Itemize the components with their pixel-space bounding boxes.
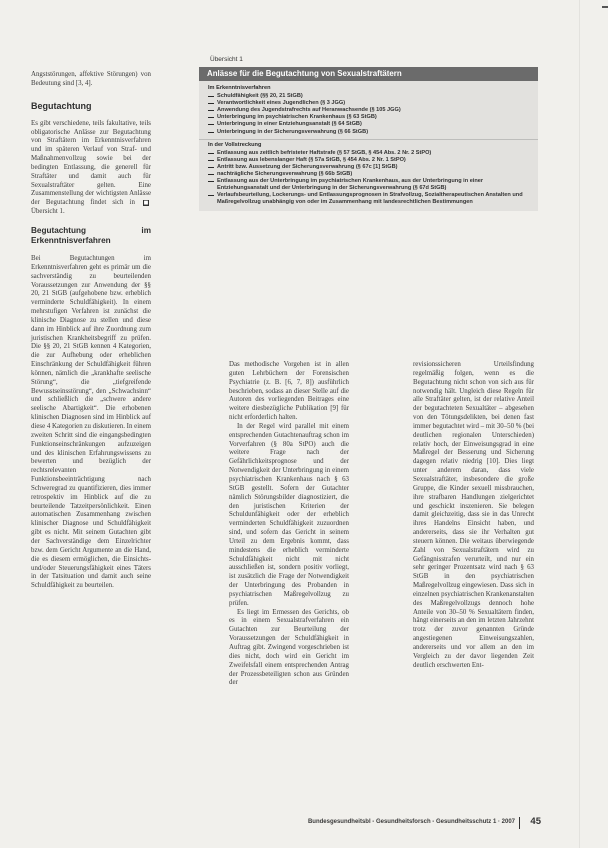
overview-box [199, 55, 538, 211]
dash-bullet-icon [208, 160, 214, 161]
heading-begutachtung: Begutachtung [31, 100, 92, 111]
overview-reference: Übersicht 1. [31, 208, 65, 216]
page-corner-mark [602, 6, 608, 8]
heading-erkenntnisverfahren: Begutachtung im Erkenntnisverfahren [31, 225, 151, 245]
overview-body [199, 81, 538, 211]
list-item: Anwendung des Jugendstrafrechts auf Heranwachsende (§ 105 JGG) [208, 107, 532, 114]
list-item: Verlaufsbeurteilung, Lockerungs- und Entlassungsprognosen in Strafvollzug, Sozialtherapeutischen Anstalten und Maßregelvollzug unabhängig von oder im Zusammenhang mit landesrechtlichen Bestimmungen [208, 192, 532, 206]
intro-text: Angststörungen, affektive Störungen) von Bedeutung sind [3, 4]. [31, 71, 151, 87]
dash-bullet-icon [208, 167, 214, 168]
paragraph-begutachtung-text: Es gibt verschiedene, teils fakultative, teils obligatorische Anlässe zur Begutachtung von Straftätern im Erkenntnisverfahren und im späteren Verlauf von Straf- und Maßnahmenvollzug sowie bei der bedingten Entlassung, die generell für Straftäter und damit auch für Sexualstraftäter gelten. Eine Zusammenstellung der wichtigsten Anlässe der Begutachtung findet sich in [31, 119, 151, 207]
list-item: Entlassung aus lebenslanger Haft (§ 57a StGB, § 454 Abs. 2 Nr. 1 StPO) [208, 157, 532, 164]
column-right [413, 361, 534, 671]
list-item: Unterbringung in einer Entziehungsanstalt (§ 64 StGB) [208, 121, 532, 128]
page-number: 45 [530, 816, 541, 827]
dash-bullet-icon [208, 124, 214, 125]
dash-bullet-icon [208, 153, 214, 154]
dash-bullet-icon [208, 103, 214, 104]
section-divider [199, 139, 538, 140]
list-item: Entlassung aus zeitlich befristeter Haftstrafe (§ 57 StGB, § 454 Abs. 2 Nr. 2 StPO) [208, 150, 532, 157]
journal-citation: Bundesgesundheitsbl - Gesundheitsforsch - Gesundheitsschutz 1 · 2007 [307, 819, 515, 825]
section-heading: Im Erkenntnisverfahren [208, 85, 271, 91]
dash-bullet-icon [208, 110, 214, 111]
list-item: Schuldfähigkeit (§§ 20, 21 StGB) [208, 93, 532, 100]
list-item: nachträgliche Sicherungsverwahrung (§ 66b StGB) [208, 171, 532, 178]
list-item: Unterbringung im psychiatrischen Krankenhaus (§ 63 StGB) [208, 114, 532, 121]
dash-bullet-icon [208, 181, 214, 182]
paragraph-begutachtung [31, 120, 151, 217]
page-footer [282, 816, 544, 830]
paragraph-methods: Das methodische Vorgehen ist in allen guten Lehrbüchern der Forensischen Psychiatrie (z. B. [6, 7, 8]) ausführlich beschrieben, sodass an dieser Stelle auf die Autoren des vorliegenden Beitrages eine weitere diesbezügliche Publikation [9] für nicht erforderlich halten. [229, 361, 349, 422]
dash-bullet-icon [208, 174, 214, 175]
square-reference-icon: ■ [143, 199, 149, 206]
footer-divider [519, 817, 520, 829]
column-left [31, 71, 151, 591]
paragraph-erkenntnisverfahren: Bei Begutachtungen im Erkenntnisverfahren geht es primär um die sachverständig zu beurteilenden Voraussetzungen zur Anwendung der §§ 20, 21 StGB (aufgehobene bzw. erheblich verminderte Schuldfähigkeit). In einem mehrstufigen Verfahren ist zunächst die klinische Diagnose zu stellen und diese dann im Hinblick auf ihre Zuordnung zum juristischen Krankheitsbegriff zu prüfen. Die §§ 20, 21 StGB kennen 4 Kategorien, die zur Aufhebung oder erheblichen Einschränkung der Schuldfähigkeit führen können, nämlich die „krankhafte seelische Störung“, die „tiefgreifende Bewusstseinsstörung“, den „Schwachsinn“ und schließlich die „schwere andere seelische Abartigkeit“. Die erhobenen klinischen Diagnosen sind im Hinblick auf diese 4 Kategorien zu diskutieren. In einem zweiten Schritt sind die eingangsbedingten Funktionseinschränkungen aufzuzeigen und des klinischen Erfahrungswissens zu bewerten und bezüglich der rechtsrelevanten Funktionsbeeinträchtigung nach Schweregrad zu quantifizieren, dies immer retrospektiv im Hinblick auf die zu beurteilende Tatzeitpersönlichkeit. Einen automatischen Zusammenhang zwischen klinischer Diagnose und Schuldfähigkeit gibt es nicht. Mit seinem Gutachten gibt der Sachverständige dem Einzelrichter bzw. dem Gericht Argumente an die Hand, die es diesem ermöglichen, die Einsichts- und/oder Steuerungsfähigkeit eines Täters in der Tatsituation und damit auch seine Schuldfähigkeit zu beurteilen. [31, 254, 151, 590]
dash-bullet-icon [208, 195, 214, 196]
overview-label: Übersicht 1 [210, 56, 243, 63]
paragraph-unterbringung: In der Regel wird parallel mit einem entsprechenden Gutachtenauftrag schon im Vorverfahren (§ 80a StPO) auch die weitere Frage nach der Gefährlichkeitsprognose und der Notwendigkeit der Unterbringung in einem psychiatrischen Krankenhaus nach § 63 StGB gestellt. Sofern der Gutachter nämlich Störungsbilder diagnostiziert, die den juristischen Kriterien der Schuldunfähigkeit oder der erheblich verminderten Schuldfähigkeit zuzuordnen sind, und sofern das Gericht in seinem Urteil zu dem Ergebnis kommt, dass mindestens die erheblich verminderte Schuldfähigkeit nicht mit nicht ausschließen ist, sondern positiv vorliegt, ist zusätzlich die Frage der Notwendigkeit der Unterbringung des Probanden in psychiatrischen Maßregelvollzug zu prüfen. [229, 422, 349, 607]
dash-bullet-icon [208, 132, 214, 133]
list-item: Entlassung aus der Unterbringung im psychiatrischen Krankenhaus, aus der Unterbringung in einer Entziehungsanstalt und der Unterbringung in der Sicherungsverwahrung (§ 67d StGB) [208, 178, 532, 192]
paragraph-ermessen: Es liegt im Ermessen des Gerichts, ob es in einem Sexualstrafverfahren ein Gutachten zur Beurteilung der Voraussetzungen der Schuldfähigkeit in Auftrag gibt. Zwingend vorgeschrieben ist dies nicht, doch wird ein Gericht im Zweifelsfall einem entsprechenden Antrag der Prozessbeteiligten schon aus Gründen der [229, 608, 349, 687]
overview-title: Anlässe für die Begutachtung von Sexualstraftätern [199, 67, 538, 81]
page-edge-shadow [579, 0, 580, 848]
paragraph-urteilsfindung: revisionssicheren Urteilsfindung regelmäßig folgen, wenn es die Begutachtung nicht schon von sich aus für notwendig hält. Ungleich diese Regeln für alle Straftäter gelten, ist der relative Anteil der begutachteten Sexualtäter – abgesehen von den Tötungsdelikten, bei denen fast immer begutachtet wird – mit 30–50 % (bei deutlichen regionalen Unterschieden) relativ hoch, der Einweisungsgrad in eine Maßregel der Besserung und Sicherung dagegen relativ niedrig [10]. Dies liegt unter anderem daran, dass viele Sexualstraftäter, insbesondere die große Gruppe, die Kinder sexuell missbrauchen, ihre strafbaren Handlungen zielgerichtet und geschickt inszenieren. Sie belegen damit gleichzeitig, dass sie in das Unrecht ihres Handelns Einsicht haben, und andererseits, dass sie ihr Verhalten gut steuern können. Die weitaus überwiegende Zahl von Sexualstraftätern wird zu Gefängnisstrafen verurteilt, und nur ein sehr geringer Prozentsatz wird nach § 63 StGB in den psychiatrischen Maßregelvollzug eingewiesen. Dass sich in einzelnen psychiatrischen Krankenanstalten des Maßregelvollzugs dennoch hohe Anteile von 30–50 % Sexualtätern finden, hängt einerseits an den im letzten Jahrzehnt trotz der zuvor genannten Gründe angestiegenen Einweisungszahlen, andererseits und vor allem an den im Vergleich zu der davor liegenden Zeit deutlich erschwerten Ent- [413, 361, 534, 669]
section-heading: In der Vollstreckung [208, 141, 262, 148]
column-middle [229, 361, 349, 688]
list-item: Unterbringung in der Sicherungsverwahrung (§ 66 StGB) [208, 129, 532, 136]
list-item: Antritt bzw. Aussetzung der Sicherungsverwahrung (§ 67c [1] StGB) [208, 164, 532, 171]
list-item: Verantwortlichkeit eines Jugendlichen (§ 3 JGG) [208, 100, 532, 107]
dash-bullet-icon [208, 96, 214, 97]
dash-bullet-icon [208, 117, 214, 118]
